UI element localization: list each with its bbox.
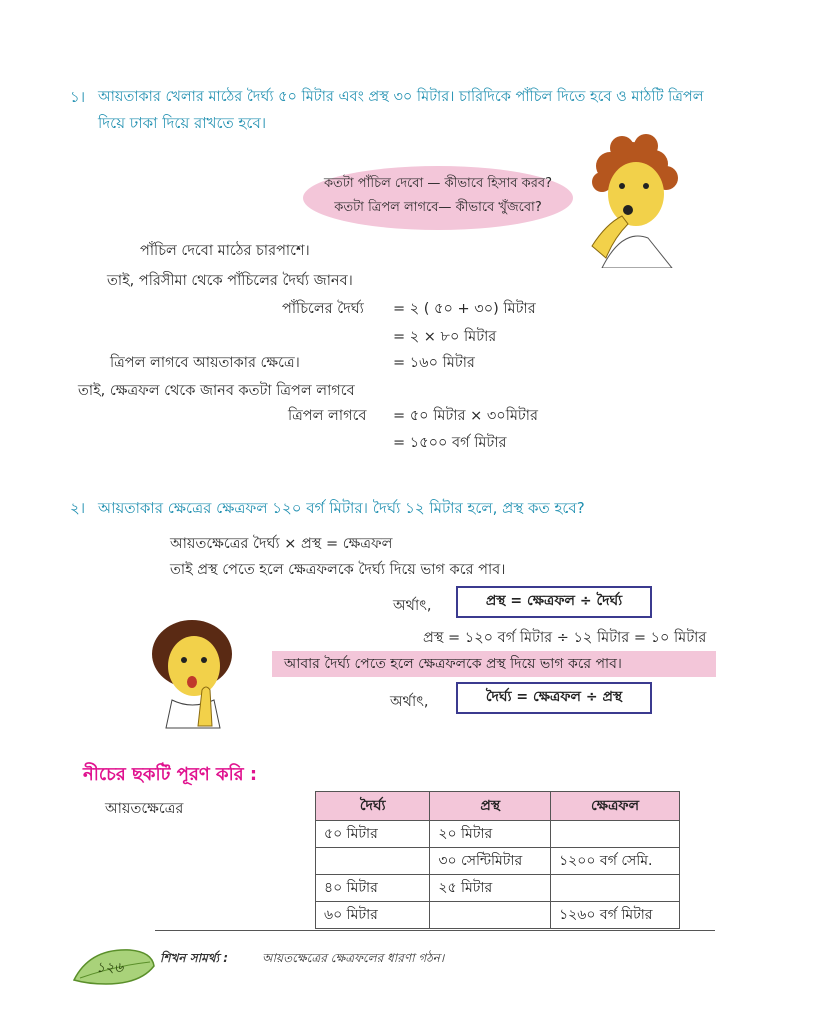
wall-step-2: = ২ × ৮০ মিটার — [393, 329, 497, 345]
q2-arthat-1: অর্থাৎ, — [393, 598, 432, 614]
table-cell: ২০ মিটার — [430, 821, 551, 848]
table-row-label: আয়তক্ষেত্রের — [105, 801, 184, 817]
q1-number: ১। — [70, 88, 86, 106]
q2-line1: আয়তাকার ক্ষেত্রের ক্ষেত্রফল ১২০ বর্গ মিটার। দৈর্ঘ্য ১২ মিটার হলে, প্রস্থ কত হবে? — [98, 499, 585, 517]
table-cell: ৪০ মিটার — [316, 875, 430, 902]
q2-arthat-2: অর্থাৎ, — [390, 694, 429, 710]
boy-face — [608, 162, 664, 226]
tarp-label: ত্রিপল লাগবে — [288, 408, 367, 424]
speech-strip — [272, 651, 716, 677]
fill-table — [315, 791, 680, 929]
footer-learning-text: আয়তক্ষেত্রের ক্ষেত্রফলের ধারণা গঠন। — [262, 951, 445, 965]
text-perimeter: তাই, পরিসীমা থেকে পাঁচিলের দৈর্ঘ্য জানব। — [107, 273, 353, 289]
footer-divider — [155, 930, 715, 931]
table-row — [316, 902, 680, 929]
table-cell: ৬০ মিটার — [316, 902, 430, 929]
q1-line1: আয়তাকার খেলার মাঠের দৈর্ঘ্য ৫০ মিটার এবং প্রস্থ ৩০ মিটার। চারিদিকে পাঁচিল দিতে হবে ও মাঠটি ত্রিপল — [98, 89, 704, 105]
table-cell-blank[interactable] — [316, 848, 430, 875]
q2-formula-text: আয়তক্ষেত্রের দৈর্ঘ্য × প্রস্থ = ক্ষেত্রফল — [170, 536, 393, 552]
q2-calc: প্রস্থ = ১২০ বর্গ মিটার ÷ ১২ মিটার = ১০ মিটার — [423, 630, 707, 646]
q2-text-divide: তাই প্রস্থ পেতে হলে ক্ষেত্রফলকে দৈর্ঘ্য দিয়ে ভাগ করে পাব। — [170, 562, 506, 578]
table-row — [316, 848, 680, 875]
wall-step-3: = ১৬০ মিটার — [393, 355, 475, 371]
formula-box-length: দৈর্ঘ্য = ক্ষেত্রফল ÷ প্রস্থ — [456, 682, 652, 714]
table-cell: ১২০০ বর্গ সেমি. — [551, 848, 680, 875]
tarp-step-2: = ১৫০০ বর্গ মিটার — [393, 435, 507, 451]
q2-number: ২। — [70, 499, 86, 517]
tarp-step-1: = ৫০ মিটার × ৩০মিটার — [393, 408, 538, 424]
table-row — [316, 875, 680, 902]
table-cell: ৩০ সেন্টিমিটার — [430, 848, 551, 875]
table-cell: ৫০ মিটার — [316, 821, 430, 848]
bubble-line-1: কতটা পাঁচিল দেবো — কীভাবে হিসাব করব? — [323, 176, 553, 191]
header-area: ক্ষেত্রফল — [551, 792, 680, 821]
formula-box-width: প্রস্থ = ক্ষেত্রফল ÷ দৈর্ঘ্য — [456, 586, 652, 618]
table-heading: নীচের ছকটি পূরণ করি : — [83, 764, 258, 785]
header-length: দৈর্ঘ্য — [316, 792, 430, 821]
thought-bubble — [303, 166, 573, 230]
table-row — [316, 821, 680, 848]
bubble-line-2: কতটা ত্রিপল লাগবে— কীভাবে খুঁজবো? — [334, 200, 542, 215]
text-tarp-rect: ত্রিপল লাগবে আয়তাকার ক্ষেত্রে। — [110, 355, 300, 371]
header-width: প্রস্থ — [430, 792, 551, 821]
table-cell-blank[interactable] — [551, 821, 680, 848]
page-number: ১২৬ — [96, 960, 124, 976]
q1-line2: দিয়ে ঢাকা দিয়ে রাখতে হবে। — [98, 114, 267, 132]
table-cell: ১২৬০ বর্গ মিটার — [551, 902, 680, 929]
wall-label: পাঁচিলের দৈর্ঘ্য — [282, 301, 364, 317]
table-cell: ২৫ মিটার — [430, 875, 551, 902]
table-header-row — [316, 792, 680, 821]
wall-step-1: = ২ ( ৫০ + ৩০) মিটার — [393, 301, 536, 317]
table-cell-blank[interactable] — [551, 875, 680, 902]
table-cell-blank[interactable] — [430, 902, 551, 929]
girl-illustration — [142, 610, 272, 730]
speech-strip-text: আবার দৈর্ঘ্য পেতে হলে ক্ষেত্রফলকে প্রস্থ দিয়ে ভাগ করে পাব। — [284, 656, 622, 672]
text-wall-around: পাঁচিল দেবো মাঠের চারপাশে। — [140, 243, 310, 259]
footer-learning-label: শিখন সামর্থ্য : — [160, 951, 229, 965]
text-area: তাই, ক্ষেত্রফল থেকে জানব কতটা ত্রিপল লাগবে — [78, 383, 355, 399]
boy-illustration — [562, 128, 702, 268]
